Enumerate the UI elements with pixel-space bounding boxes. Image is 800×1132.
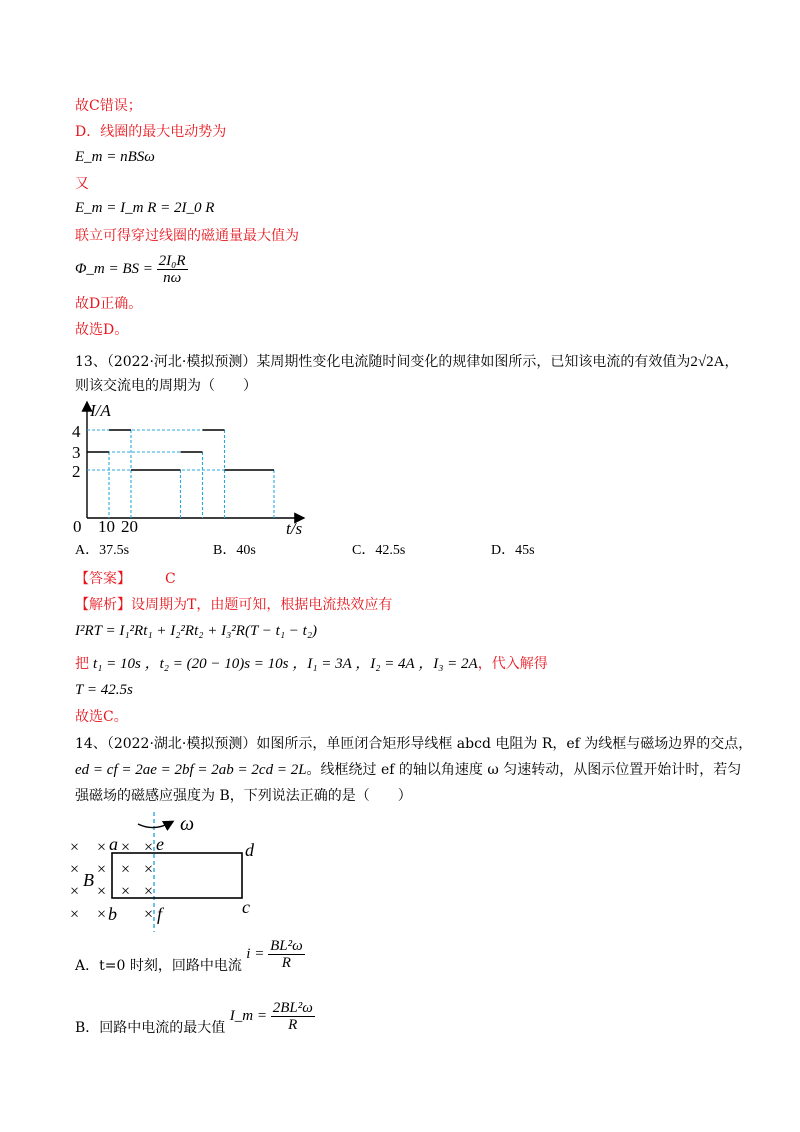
- svg-text:×: ×: [70, 906, 80, 923]
- q14-stem-line2: [75, 760, 741, 780]
- q14-option-b-denominator: R: [288, 1017, 298, 1034]
- eq-phi-numerator: 2I₀R: [158, 253, 186, 270]
- eq-em-im: E_m = I_m R = 2I_0 R: [75, 200, 215, 216]
- label-d: d: [245, 840, 254, 860]
- q14-option-b-numerator: 2BL²ω: [272, 1000, 313, 1017]
- q14-option-a-denominator: R: [281, 955, 291, 972]
- label-c: c: [242, 897, 250, 917]
- eq-phi-fraction: [157, 253, 188, 286]
- answer-tag: 【答案】: [75, 571, 131, 587]
- svg-text:×: ×: [121, 839, 131, 856]
- q13-option-c[interactable]: [352, 541, 405, 561]
- omega-label: ω: [180, 813, 195, 835]
- q13-option-b-label: B．: [213, 543, 237, 558]
- svg-text:×: ×: [144, 883, 154, 900]
- svg-text:×: ×: [121, 861, 131, 878]
- q14-stem-line3: 强磁场的磁感应强度为 B，下列说法正确的是（ ）: [75, 788, 412, 804]
- svg-text:×: ×: [144, 861, 154, 878]
- svg-text:×: ×: [70, 883, 80, 900]
- svg-text:×: ×: [70, 861, 80, 878]
- analysis-text: 设周期为T，由题可知，根据电流热效应有: [131, 597, 393, 613]
- q13-effective-value: 2√2A: [690, 354, 725, 370]
- d-right-line: 故D正确。: [75, 296, 143, 312]
- heat-equation: I²RT = I₁²Rt₁ + I₂²Rt₂ + I₃²R(T − t₁ − t₂): [75, 623, 318, 639]
- q14-length-equation: ed = cf = 2ae = 2bf = 2ab = 2cd = 2L: [75, 762, 307, 778]
- eq-em: E_m = nBSω: [75, 149, 155, 165]
- q13-option-d-label: D．: [491, 543, 516, 558]
- d-intro-line: D．线圈的最大电动势为: [75, 124, 227, 140]
- x-axis-label: t/s: [286, 519, 303, 536]
- q13-option-c-text: 42.5s: [375, 543, 406, 558]
- sub-end: ，代入解得: [477, 656, 548, 672]
- choose-c-line: 故选C。: [75, 709, 128, 725]
- q14-option-a-formula: [246, 938, 304, 972]
- substitution-line: [75, 654, 548, 674]
- q14-option-b-text: B．回路中电流的最大值: [75, 1020, 226, 1036]
- wire-frame-abcd: [112, 853, 242, 898]
- q14-option-a-fraction: [268, 938, 305, 971]
- analysis-tag: 【解析】: [75, 597, 131, 613]
- q13-option-a-label: A．: [75, 543, 100, 558]
- svg-text:×: ×: [97, 883, 107, 900]
- q14-option-b[interactable]: [75, 1000, 315, 1048]
- q14-option-b-lhs: I_m =: [229, 1008, 267, 1024]
- rotation-arrow: [138, 822, 172, 828]
- eq-phi-max: [75, 252, 188, 286]
- q13-option-c-label: C．: [352, 543, 376, 558]
- label-b: b: [108, 904, 117, 924]
- period-result: T = 42.5s: [75, 682, 133, 698]
- sub-intro: 把: [75, 656, 89, 672]
- you-line: 又: [75, 176, 89, 192]
- y-tick-4: 4: [72, 422, 81, 441]
- q14-frame-figure: [60, 810, 280, 936]
- c-wrong-line: 故C错误；: [75, 98, 142, 114]
- q13-current-chart: [70, 396, 320, 536]
- q14-stem2: 。线框绕过 ef 的轴以角速度 ω 匀速转动，从图示位置开始计时，若匀: [306, 762, 742, 778]
- q13-option-a[interactable]: [75, 541, 129, 561]
- q13-option-b[interactable]: [213, 541, 256, 561]
- eq-phi-denominator: nω: [163, 270, 182, 287]
- q14-option-a-numerator: BL²ω: [270, 938, 303, 955]
- label-e: e: [156, 834, 164, 854]
- q13-source: （2022·河北·模拟预测）: [106, 354, 257, 370]
- svg-text:×: ×: [144, 906, 154, 923]
- origin-label: 0: [73, 517, 82, 536]
- q13-option-a-text: 37.5s: [99, 543, 130, 558]
- svg-text:×: ×: [97, 861, 107, 878]
- label-a: a: [109, 834, 118, 854]
- q14-option-a-text: A．t=0 时刻，回路中电流: [75, 958, 242, 974]
- sub-values: t₁ = 10s ，t₂ = (20 − 10)s = 10s ，I₁ = 3A ，I₂ = 4A ，I₃ = 2A: [93, 656, 478, 672]
- q13-option-b-text: 40s: [236, 543, 256, 558]
- q13-answer-line: [75, 569, 176, 589]
- q13-number: 13、: [75, 354, 107, 370]
- q13-stem1: 某周期性变化电流随时间变化的规律如图所示，已知该电流的有效值为: [256, 354, 691, 370]
- q13-stem1-end: ，: [724, 354, 739, 370]
- y-axis-label: I/A: [90, 401, 111, 420]
- x-tick-10: 10: [98, 517, 115, 536]
- svg-text:×: ×: [97, 906, 107, 923]
- q13-stem-line1: [75, 352, 738, 372]
- q14-option-b-formula: [229, 1000, 315, 1034]
- q13-option-d[interactable]: [491, 541, 535, 561]
- svg-text:×: ×: [70, 839, 80, 856]
- label-f: f: [157, 904, 163, 924]
- eq-phi-lhs: Φ_m = BS =: [75, 261, 153, 277]
- svg-text:×: ×: [97, 839, 107, 856]
- q14-stem-line1: [75, 734, 752, 754]
- label-b-field: B: [83, 870, 94, 890]
- answer-value: C: [165, 571, 176, 587]
- combine-line: 联立可得穿过线圈的磁通量最大值为: [75, 228, 299, 244]
- choose-d-line: 故选D。: [75, 322, 129, 338]
- q14-option-a[interactable]: [75, 938, 305, 986]
- q14-source: （2022·湖北·模拟预测）: [106, 736, 257, 752]
- q13-stem-line2: 则该交流电的周期为（ ）: [75, 378, 257, 394]
- x-tick-20: 20: [121, 517, 138, 536]
- y-tick-3: 3: [72, 443, 81, 462]
- q14-option-a-lhs: i =: [246, 946, 265, 962]
- q14-option-b-fraction: [271, 1000, 315, 1033]
- y-tick-2: 2: [72, 462, 81, 481]
- q14-stem1: 如图所示，单匝闭合矩形导线框 abcd 电阻为 R，ef 为线框与磁场边界的交点，: [256, 736, 753, 752]
- q14-number: 14、: [75, 736, 107, 752]
- svg-text:×: ×: [144, 839, 154, 856]
- q13-option-d-text: 45s: [515, 543, 535, 558]
- q13-analysis-line: [75, 595, 392, 615]
- svg-text:×: ×: [121, 883, 131, 900]
